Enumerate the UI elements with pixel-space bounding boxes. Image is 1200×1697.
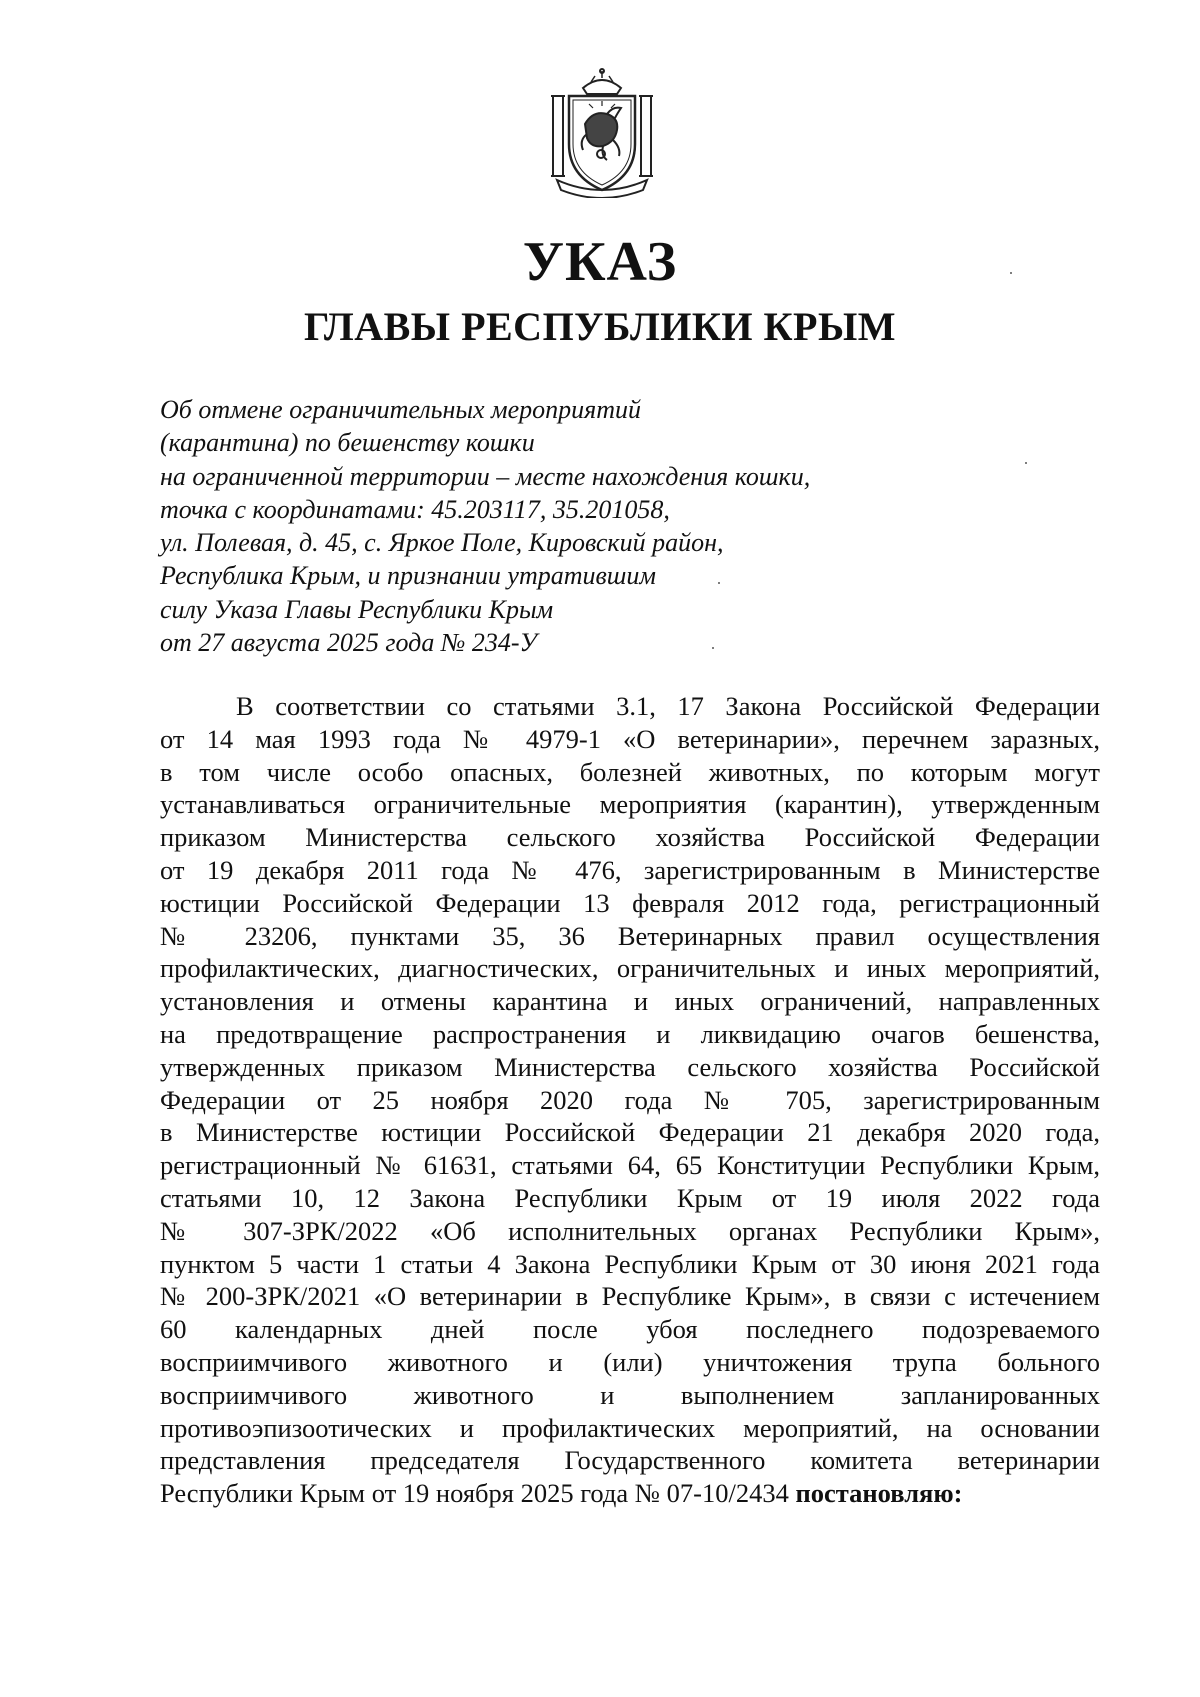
body-line: пунктом 5 части 1 статьи 4 Закона Республики Крым от 30 июня 2021 года [160,1248,1100,1279]
subject-line: Об отмене ограничительных мероприятий [160,395,642,424]
body-line: № 307-ЗРК/2022 «Об исполнительных органах Республики Крым», [160,1215,1100,1246]
body-line: В соответствии со статьями 3.1, 17 Закона Российской Федерации [236,691,1100,721]
body-line: 60 календарных дней после убоя последнего подозреваемого [160,1314,1100,1345]
scan-speck [1010,272,1012,274]
crimea-coat-of-arms-icon [543,68,661,198]
body-line: восприимчивого животного и (или) уничтожения трупа больного [160,1346,1100,1377]
body-last-line [160,1477,1100,1510]
scan-speck [1025,462,1027,464]
body-line: восприимчивого животного и выполнением запланированных [160,1379,1100,1410]
body-line: профилактических, диагностических, ограничительных и иных мероприятий, [160,953,1100,984]
body-line: от 14 мая 1993 года № 4979-1 «О ветеринарии», перечнем заразных, [160,723,1100,754]
decree-subject [160,393,920,659]
body-line: статьями 10, 12 Закона Республики Крым от 19 июля 2022 года [160,1182,1100,1213]
body-line: утвержденных приказом Министерства сельского хозяйства Российской [160,1051,1100,1082]
body-line: в Министерстве юстиции Российской Федерации 21 декабря 2020 года, [160,1117,1100,1148]
document-issuer-title: ГЛАВЫ РЕСПУБЛИКИ КРЫМ [304,304,896,349]
body-line: противоэпизоотических и профилактических мероприятий, на основании [160,1412,1100,1443]
subject-line: Республика Крым, и признании утратившим [160,561,657,591]
body-line: юстиции Российской Федерации 13 февраля 2012 года, регистрационный [160,887,1100,918]
decree-keyword: постановляю: [795,1478,963,1509]
body-line: на предотвращение распространения и ликвидацию очагов бешенства, [160,1018,1100,1049]
scan-speck [718,582,720,584]
body-line: в том числе особо опасных, болезней животных, по которым могут [160,756,1100,787]
document-type-title: УКАЗ [522,231,678,293]
body-line: № 23206, пунктами 35, 36 Ветеринарных правил осуществления [160,920,1100,951]
subject-line: точка с координатами: 45.203117, 35.201058, [160,494,670,524]
subject-line: ул. Полевая, д. 45, с. Яркое Поле, Кировский район, [160,528,724,558]
body-last-line-text: Республики Крым от 19 ноября 2025 года № 07-10/2434 [160,1478,789,1509]
body-line: приказом Министерства сельского хозяйства Российской Федерации [160,822,1100,853]
body-line: установления и отмены карантина и иных ограничений, направленных [160,986,1100,1017]
subject-line: на ограниченной территории – месте нахождения кошки, [160,461,811,491]
body-line: устанавливаться ограничительные мероприятия (карантин), утвержденным [160,789,1100,820]
scan-speck [712,647,714,649]
body-line: № 200-ЗРК/2021 «О ветеринарии в Республике Крым», в связи с истечением [160,1281,1100,1312]
subject-line: (карантина) по бешенству кошки [160,428,535,458]
subject-line: от 27 августа 2025 года № 234-У [160,628,537,658]
body-line: от 19 декабря 2011 года № 476, зарегистрированным в Министерстве [160,854,1100,885]
body-line: представления председателя Государственного комитета ветеринарии [160,1445,1100,1476]
subject-line: силу Указа Главы Республики Крым [160,594,554,624]
body-line: регистрационный № 61631, статьями 64, 65 Конституции Республики Крым, [160,1150,1100,1181]
preamble-paragraph [160,690,1100,1510]
body-line: Федерации от 25 ноября 2020 года № 705, зарегистрированным [160,1084,1100,1115]
